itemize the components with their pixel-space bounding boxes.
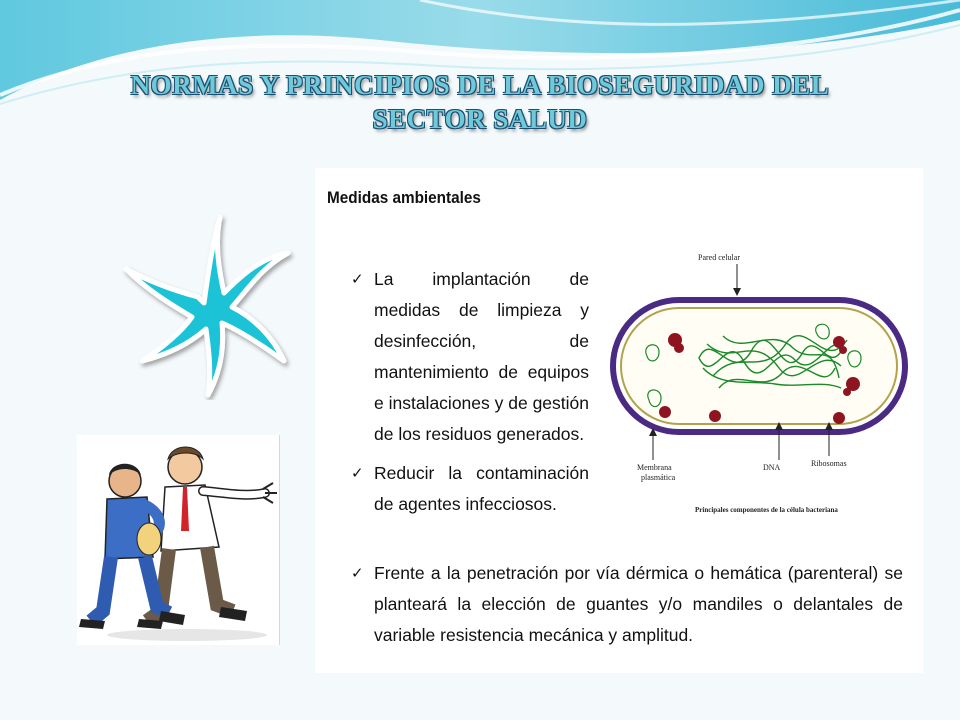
- bullet-text-3: Frente a la penetración por vía dérmica o hemática (parenteral) se planteará la elección de guantes y/o mandiles o delantales de variable resistencia mecánica y amplitud.: [374, 563, 903, 645]
- slide-title: [0, 68, 960, 136]
- bacterial-cell-diagram: [603, 248, 915, 523]
- check-icon: ✓: [351, 271, 364, 288]
- bullet-item-3: [351, 558, 903, 651]
- content-panel: [315, 168, 923, 673]
- people-walking-illustration: [77, 435, 280, 645]
- label-cell-wall: Pared celular: [698, 253, 740, 262]
- check-icon: ✓: [351, 465, 364, 482]
- label-membrane-2: plasmática: [641, 473, 676, 482]
- diagram-caption: Principales componentes de la célula bacteriana: [695, 506, 838, 514]
- slide-title-line-1: NORMAS Y PRINCIPIOS DE LA BIOSEGURIDAD DEL: [130, 70, 830, 100]
- bullet-text-2: Reducir la contaminación de agentes infecciosos.: [374, 463, 589, 514]
- star-decoration-icon: [112, 205, 297, 400]
- label-membrane-1: Membrana: [637, 463, 672, 472]
- label-dna: DNA: [763, 463, 781, 472]
- bullet-item-1: [351, 264, 589, 450]
- check-icon: ✓: [351, 565, 364, 582]
- bullet-text-1: La implantación de medidas de limpieza y desinfección, de mantenimiento de equipos e instalaciones y de gestión de los residuos generados.: [374, 269, 589, 444]
- bullet-item-2: [351, 458, 589, 520]
- label-ribosomes: Ribosomas: [811, 459, 847, 468]
- section-heading: Medidas ambientales: [327, 188, 481, 207]
- slide-title-line-2: SECTOR SALUD: [372, 104, 588, 134]
